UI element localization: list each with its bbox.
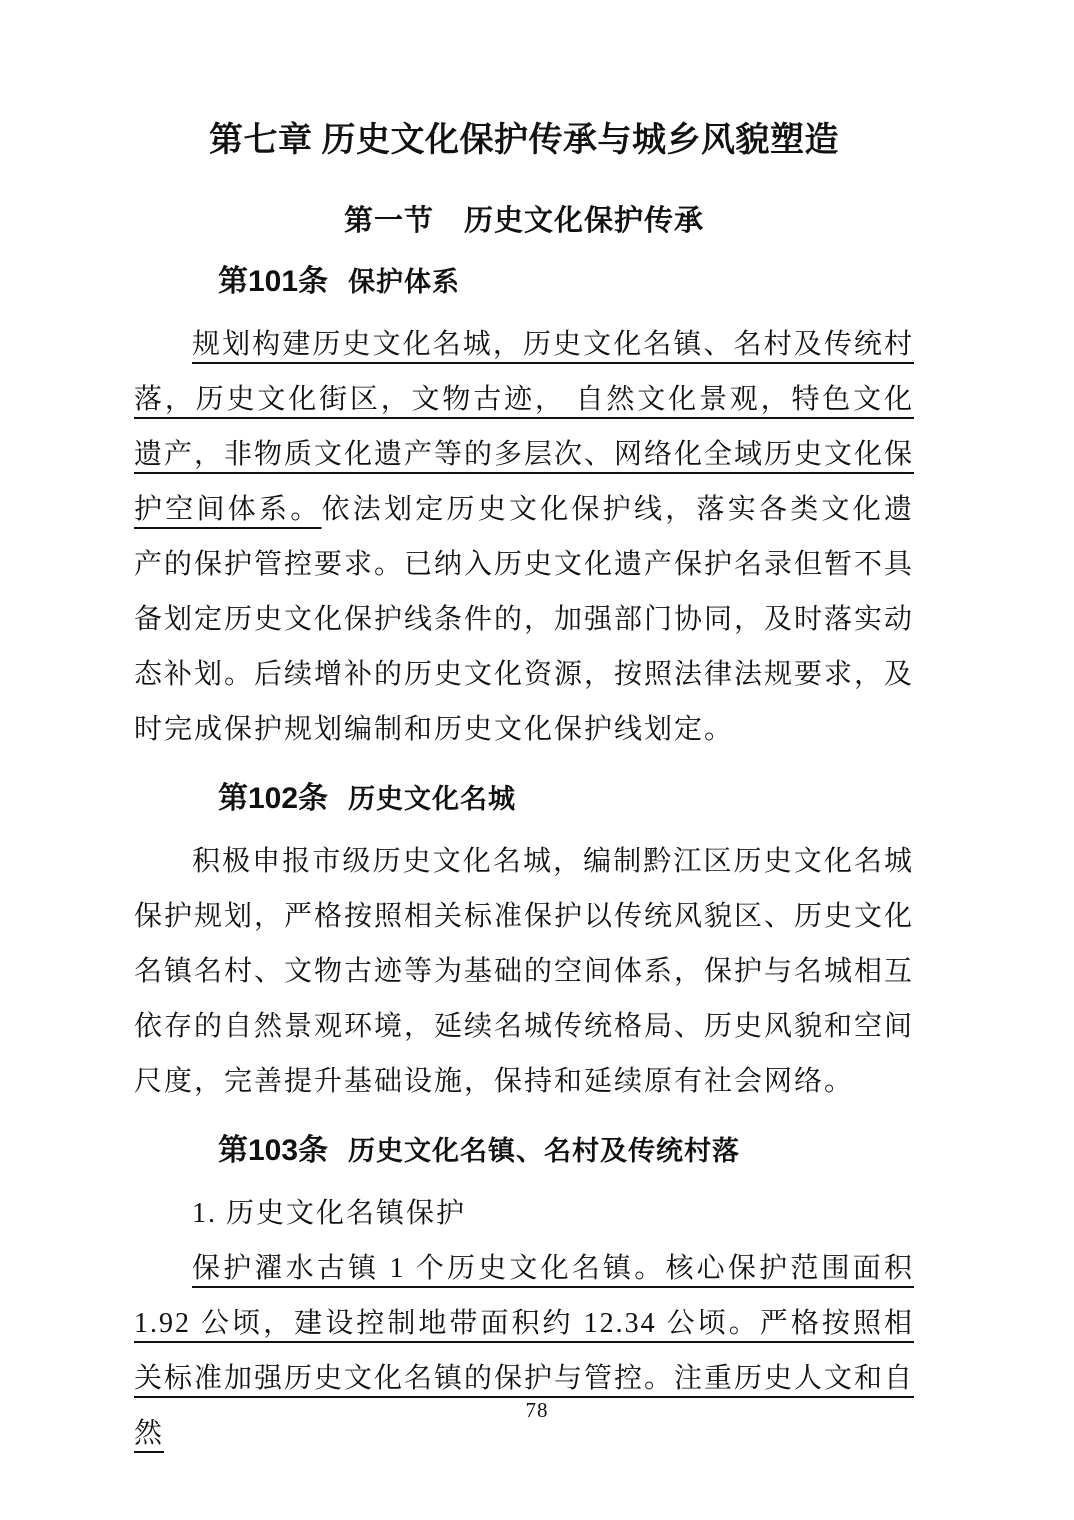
article-103-title: 历史文化名镇、名村及传统村落: [348, 1136, 741, 1166]
chapter-title: 第七章 历史文化保护传承与城乡风貌塑造: [209, 122, 839, 159]
article-101-plain-text: 依法划定历史文化保护线，落实各类文化遗产的保护管控要求。已纳入历史文化遗产保护名录但暂不具备划定历史文化保护线条件的，加强部门协同，及时落实动态补划。后续增补的历史文化资源，按照法律法规要求，及时完成保护规划编制和历史文化保护线划定。: [134, 494, 915, 745]
article-103-number: 第103条: [218, 1134, 329, 1167]
article-102-number: 第102条: [218, 782, 329, 815]
article-102-paragraph: [134, 834, 914, 1109]
article-103-list-item: 1. 历史文化名镇保护: [192, 1198, 467, 1229]
article-101-underlined-text: 规划构建历史文化名城，历史文化名镇、名村及传统村落，历史文化街区，文物古迹， 自然文化景观，特色文化遗产，非物质文化遗产等的多层次、网络化全域历史文化保护空间体系。: [134, 329, 915, 525]
article-101-heading: [218, 262, 914, 307]
article-102-title: 历史文化名城: [348, 784, 517, 814]
article-101-paragraph: [134, 317, 914, 757]
article-102-heading: [218, 779, 914, 824]
article-103-heading: [218, 1131, 914, 1176]
section-title: 第一节 历史文化保护传承: [343, 205, 704, 237]
article-103-underlined-text: 保护濯水古镇 1 个历史文化名镇。核心保护范围面积 1.92 公顷，建设控制地带面积约 12.34 公顷。严格按照相关标准加强历史文化名镇的保护与管控。注重历史人文和自然: [134, 1253, 915, 1449]
page-number: 78: [525, 1398, 549, 1422]
article-102-plain-text: 积极申报市级历史文化名城，编制黔江区历史文化名城保护规划，严格按照相关标准保护以传统风貌区、历史文化名镇名村、文物古迹等为基础的空间体系，保护与名城相互依存的自然景观环境，延续名城传统格局、历史风貌和空间尺度，完善提升基础设施，保持和延续原有社会网络。: [134, 846, 915, 1097]
article-103-paragraph: [134, 1241, 914, 1461]
article-101-number: 第101条: [218, 265, 329, 298]
article-101-title: 保护体系: [348, 267, 461, 297]
